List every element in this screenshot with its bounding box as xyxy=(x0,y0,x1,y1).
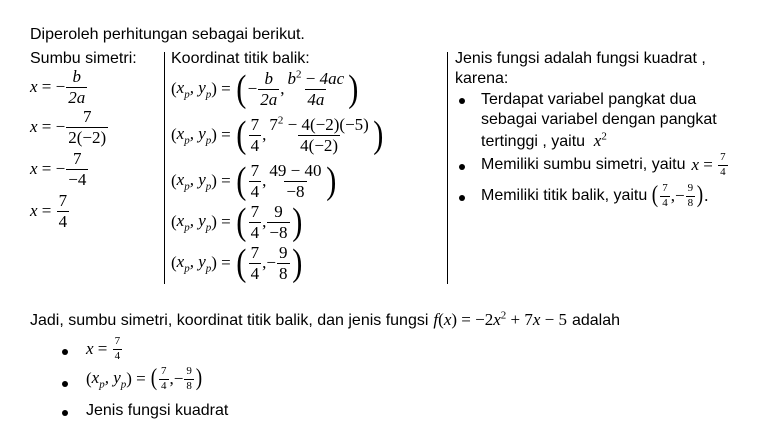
bullet-icon xyxy=(62,410,68,416)
vertex-step-3: ( $x_p$, $y_p$ ) = ( $\frac{7}{4}$ , $\frac{49 - 40}{-8}$ ) xyxy=(171,160,336,203)
column-divider xyxy=(164,52,165,284)
reason-3: Memiliki titik balik, yaitu ( $\frac{7}{4}$ ,− $\frac{9}{8}$ ) . xyxy=(481,182,709,209)
conclusion-tail: adalah xyxy=(571,312,621,329)
bullet-icon xyxy=(62,381,68,387)
type-line-2: karena: xyxy=(455,70,509,87)
intro-text: Diperoleh perhitungan sebagai berikut. xyxy=(30,26,305,43)
bullet-icon xyxy=(459,164,465,170)
column-divider xyxy=(447,52,448,284)
vertex-step-2: ( $x_p$, $y_p$ ) = ( $\frac{7}{4}$ , $\frac{7^2 - 4(-2)(-5)}{4(-2)}$ ) xyxy=(171,114,384,157)
vertex-step-5: ( $x_p$, $y_p$ ) = ( $\frac{7}{4}$ ,− $\frac{9}{8}$ ) xyxy=(171,242,302,285)
conclusion-lead: Jadi, sumbu simetri, koordinat titik balik, dan jenis fungsi xyxy=(30,312,429,329)
reason-2: Memiliki sumbu simetri, yaitu x = $\frac{7}{4}$ xyxy=(481,151,726,178)
bullet-icon xyxy=(62,349,68,355)
bullet-icon xyxy=(459,195,465,201)
reason-3-text: Memiliki titik balik, yaitu xyxy=(481,187,648,205)
vertex-step-4: ( $x_p$, $y_p$ ) = ( $\frac{7}{4}$ , $\frac{9}{-8}$ ) xyxy=(171,201,302,244)
vertex-step-1: ( $x_p$, $y_p$ ) = ( − $\frac{b}{2a}$ , $\frac{b^2 - 4ac}{4a}$ ) xyxy=(171,68,359,111)
conclusion-line: Jadi, sumbu simetri, koordinat titik balik, dan jenis fungsi $f(x) = -2x^2 + 7x - 5$ adalah xyxy=(30,309,621,329)
reason-1-line-3: tertinggi , yaitu $x^2$ xyxy=(481,130,607,150)
axis-step-4: x = $\frac{7}{4}$ xyxy=(30,191,68,231)
conclusion-type: Jenis fungsi kuadrat xyxy=(86,402,229,419)
axis-heading: Sumbu simetri: xyxy=(30,50,137,67)
bullet-icon xyxy=(459,98,465,104)
axis-step-3: x = − $\frac{7}{-4}$ xyxy=(30,149,87,189)
type-line-1: Jenis fungsi adalah fungsi kuadrat , xyxy=(455,50,706,67)
reason-2-text: Memiliki sumbu simetri, yaitu xyxy=(481,156,686,174)
axis-step-2: x = − $\frac{7}{2(-2)}$ xyxy=(30,107,107,147)
conclusion-axis: x = $\frac{7}{4}$ xyxy=(86,335,121,362)
vertex-heading: Koordinat titik balik: xyxy=(171,50,310,67)
conclusion-vertex: ( $x_p$, $y_p$ ) = ( $\frac{7}{4}$ ,− $\frac{9}{8}$ ) xyxy=(86,365,203,392)
reason-1-text: tertinggi , yaitu xyxy=(481,133,586,150)
axis-step-1: x = − $\frac{b}{2a}$ xyxy=(30,67,86,107)
reason-1-line-1: Terdapat variabel pangkat dua xyxy=(481,91,697,108)
reason-1-line-2: sebagai variabel dengan pangkat xyxy=(481,111,717,128)
